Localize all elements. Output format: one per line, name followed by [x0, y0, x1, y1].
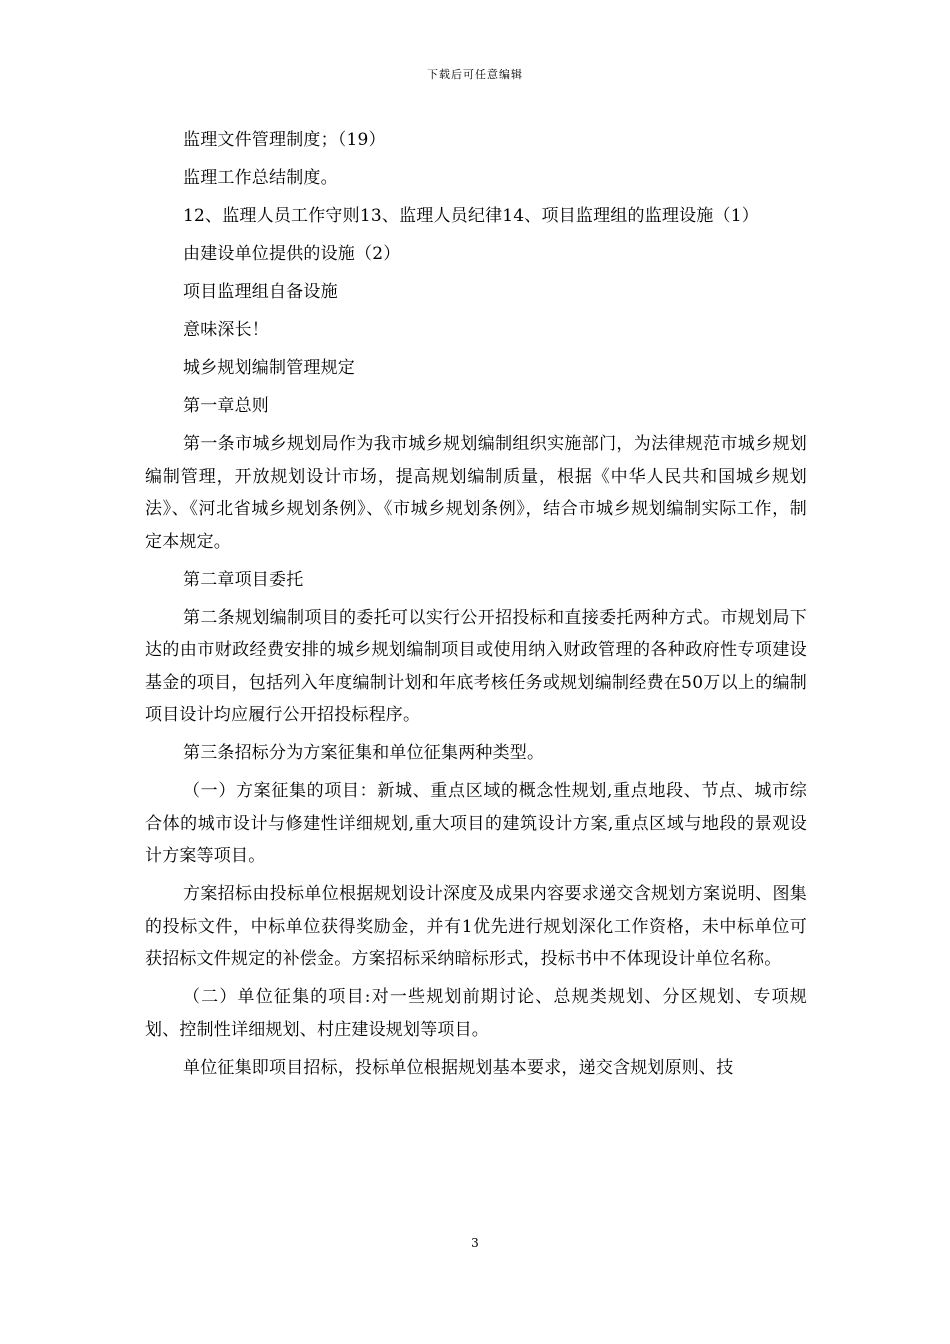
paragraph: 项目监理组自备设施: [183, 282, 338, 302]
paragraph: 监理文件管理制度；（19）: [183, 130, 386, 150]
paragraph: 12、监理人员工作守则13、监理人员纪律14、项目监理组的监理设施（1）: [183, 206, 759, 226]
paragraph: 第三条招标分为方案征集和单位征集两种类型。: [183, 743, 545, 763]
paragraph: 监理工作总结制度。: [183, 168, 338, 188]
paragraph: 意味深长！: [183, 320, 269, 340]
paragraph: 方案招标由投标单位根据规划设计深度及成果内容要求递交含规划方案说明、图集的投标文件，中标单位获得奖励金，并有1优先进行规划深化工作资格，未中标单位可获招标文件规定的补偿金。方案招标采纳暗标形式，投标书中不体现设计单位名称。: [145, 884, 807, 969]
section-title: 城乡规划编制管理规定: [183, 358, 355, 378]
chapter-heading: 第二章项目委托: [183, 569, 304, 590]
paragraph: 第一条市城乡规划局作为我市城乡规划编制组织实施部门，为法律规范市城乡规划编制管理，开放规划设计市场，提高规划编制质量，根据《中华人民共和国城乡规划法》、《河北省城乡规划条例》、《市城乡规划条例》，结合市城乡规划编制实际工作，制定本规定。: [145, 434, 807, 552]
paragraph: 单位征集即项目招标，投标单位根据规划基本要求，递交含规划原则、技: [183, 1057, 734, 1078]
page-number: 3: [471, 1236, 479, 1250]
paragraph: （一）方案征集的项目：新城、重点区域的概念性规划,重点地段、节点、城市综合体的城市设计与修建性详细规划,重大项目的建筑设计方案,重点区域与地段的景观设计方案等项目。: [145, 781, 807, 866]
chapter-heading: 第一章总则: [183, 396, 269, 416]
paragraph: 第二条规划编制项目的委托可以实行公开招投标和直接委托两种方式。市规划局下达的由市财政经费安排的城乡规划编制项目或使用纳入财政管理的各种政府性专项建设基金的项目，包括列入年度编制计划和年底考核任务或规划编制经费在50万以上的编制项目设计均应履行公开招投标程序。: [145, 607, 807, 725]
document-body: [145, 124, 807, 1084]
page-header: 下载后可任意编辑: [427, 68, 523, 81]
paragraph: （二）单位征集的项目:对一些规划前期讨论、总规类规划、分区规划、专项规划、控制性详细规划、村庄建设规划等项目。: [145, 987, 807, 1040]
paragraph: 由建设单位提供的设施（2）: [183, 244, 401, 264]
